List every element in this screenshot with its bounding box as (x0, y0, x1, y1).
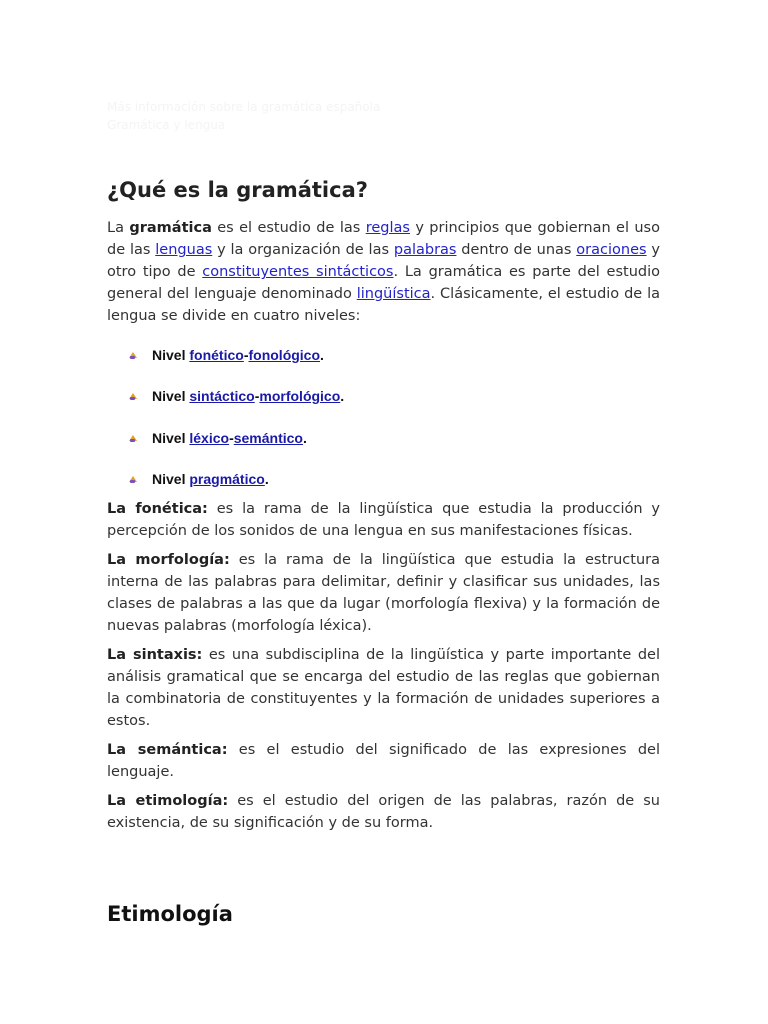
link-palabras[interactable]: palabras (393, 242, 457, 258)
list-item (128, 387, 344, 428)
levels-list (128, 346, 344, 511)
definition-sintaxis (107, 644, 660, 732)
intro-paragraph (107, 217, 660, 327)
intro-text: La (107, 220, 130, 236)
definition-morfologia (107, 549, 660, 637)
bullet-icon (128, 392, 137, 401)
list-item (128, 346, 344, 387)
bullet-icon (128, 351, 137, 360)
bullet-icon (128, 434, 137, 443)
level-suffix: . (302, 429, 307, 446)
intro-text: dentro de unas (456, 242, 577, 258)
faded-header-line-1: Más información sobre la gramática española (107, 100, 381, 114)
intro-text: . Clásicamente, el estudio de la lengua se divide en cuatro niveles: (107, 286, 661, 324)
level-prefix: Nivel (152, 429, 190, 446)
page-title: ¿Qué es la gramática? (107, 178, 368, 202)
definition-term: La etimología: (107, 793, 229, 809)
faded-header (107, 98, 380, 134)
link-reglas[interactable]: reglas (365, 220, 410, 236)
link-constituyentes-sintacticos[interactable]: constituyentes sintácticos (202, 264, 394, 280)
level-prefix: Nivel (152, 388, 190, 405)
level-prefix: Nivel (152, 347, 190, 363)
definition-fonetica (107, 498, 660, 542)
definition-text: es la rama de la lingüística que estudia la producción y percepción de los sonidos de una lengua en sus manifestaciones físicas. (107, 501, 660, 539)
bullet-icon (128, 475, 137, 484)
definition-text: es el estudio del significado de las expresiones del lenguaje. (107, 742, 661, 780)
intro-text: es el estudio de las (211, 220, 366, 236)
list-item (128, 429, 344, 470)
link-lenguas[interactable]: lenguas (155, 242, 213, 258)
link-semantico[interactable]: semántico (233, 429, 303, 446)
link-sintactico[interactable]: sintáctico (189, 388, 255, 405)
link-oraciones[interactable]: oraciones (576, 242, 647, 258)
link-pragmatico[interactable]: pragmático (189, 470, 265, 487)
level-separator: - (243, 347, 249, 363)
intro-text: . La gramática es parte del estudio general del lenguaje denominado (107, 264, 660, 302)
link-morfologico[interactable]: morfológico (259, 388, 341, 405)
definition-text: es la rama de la lingüística que estudia la estructura interna de las palabras para delimitar, definir y clasificar sus unidades, las clases de palabras a las que da lugar (morfología flexiva) y la formación de nuevas palabras (morfología léxica). (107, 552, 660, 634)
definition-etimologia (107, 790, 660, 834)
intro-text: y la organización de las (212, 242, 394, 258)
level-suffix: . (320, 347, 324, 363)
definition-term: La fonética: (107, 501, 208, 517)
link-fonologico[interactable]: fonológico (248, 347, 321, 363)
faded-header-line-2: Gramática y lengua (107, 118, 226, 132)
level-suffix: . (340, 388, 345, 405)
intro-text: y otro tipo de (107, 242, 660, 280)
term-gramatica: gramática (129, 220, 212, 236)
definition-text: es una subdisciplina de la lingüística y parte importante del análisis gramatical que se encarga del estudio de las reglas que gobiernan la combinatoria de constituyentes y la formación de unidades superiores a estos. (107, 647, 660, 729)
level-separator: - (254, 388, 260, 405)
definition-semantica (107, 739, 660, 783)
definition-term: La morfología: (107, 552, 230, 568)
intro-text: y principios que gobiernan el uso de las (107, 220, 660, 258)
link-linguistica[interactable]: lingüística (356, 286, 431, 302)
section-title-etimologia: Etimología (107, 902, 233, 926)
definition-text: es el estudio del origen de las palabras, razón de su existencia, de su significación y de su forma. (107, 793, 660, 831)
link-fonetico[interactable]: fonético (189, 347, 244, 363)
level-separator: - (229, 429, 234, 446)
definition-term: La sintaxis: (107, 647, 203, 663)
level-prefix: Nivel (152, 470, 190, 487)
level-suffix: . (264, 470, 269, 487)
definition-term: La semántica: (107, 742, 228, 758)
link-lexico[interactable]: léxico (189, 429, 230, 446)
